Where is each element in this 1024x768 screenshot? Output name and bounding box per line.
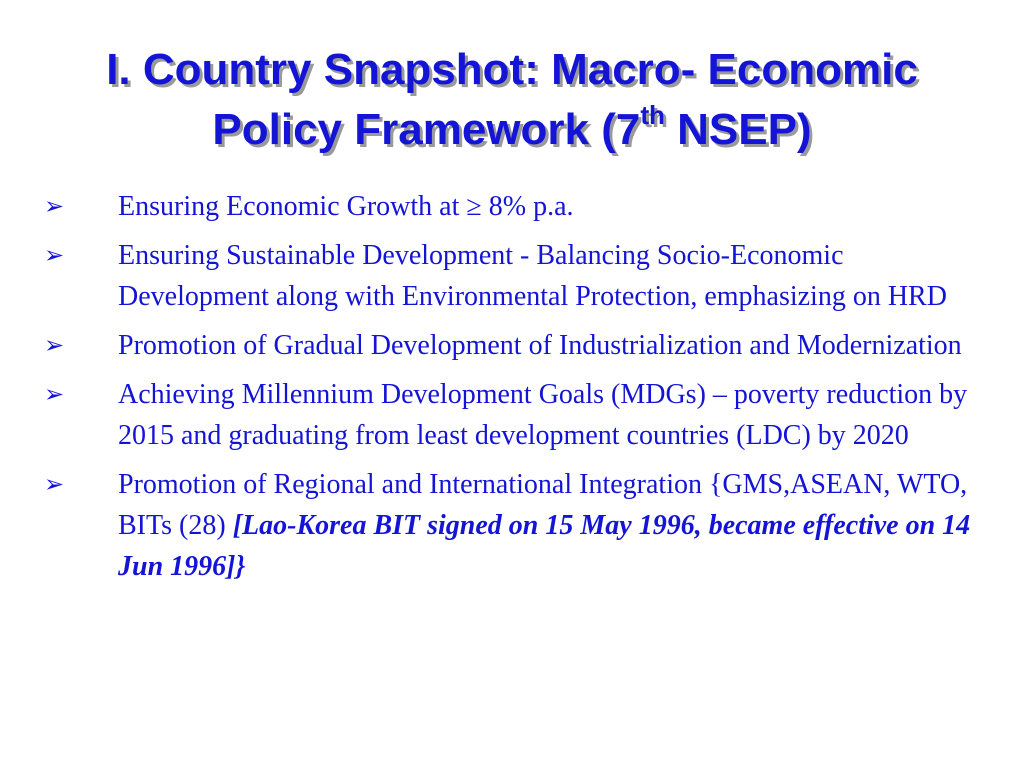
arrowhead-bullet-icon: ➢: [44, 192, 65, 220]
bullet-emphasis-text: [Lao-Korea BIT signed on 15 May 1996, became effective on 14 Jun 1996]}: [118, 510, 971, 582]
title-line-2-end: NSEP): [664, 105, 812, 154]
title-line-1: I. Country Snapshot: Macro- Economic: [106, 45, 918, 94]
arrowhead-bullet-icon: ➢: [44, 241, 65, 269]
bullet-text: Promotion of Gradual Development of Industrialization and Modernization: [118, 330, 962, 361]
arrowhead-bullet-icon: ➢: [44, 380, 65, 408]
bullet-text: Achieving Millennium Development Goals (MDGs) – poverty reduction by 2015 and graduating from least development countries (LDC) by 2020: [118, 379, 968, 451]
title-line-2-start: Policy Framework (7: [212, 105, 641, 154]
bullet-list: [0, 186, 1024, 595]
bullet-item: [0, 186, 1024, 227]
bullet-item: [0, 235, 1024, 317]
bullet-item: [0, 374, 1024, 456]
bullet-text: Promotion of Regional and International Integration {GMS,ASEAN, WTO, BITs (28): [118, 469, 968, 541]
bullet-item: [0, 464, 1024, 587]
bullet-text: Ensuring Economic Growth at ≥ 8% p.a.: [118, 191, 574, 222]
bullet-item: [0, 325, 1024, 366]
bullet-text: Ensuring Sustainable Development - Balancing Socio-Economic Development along with Environmental Protection, emphasizing on HRD: [118, 240, 947, 312]
title-superscript: th: [640, 100, 665, 131]
arrowhead-bullet-icon: ➢: [44, 470, 65, 498]
slide-title: [0, 40, 1024, 160]
arrowhead-bullet-icon: ➢: [44, 331, 65, 359]
